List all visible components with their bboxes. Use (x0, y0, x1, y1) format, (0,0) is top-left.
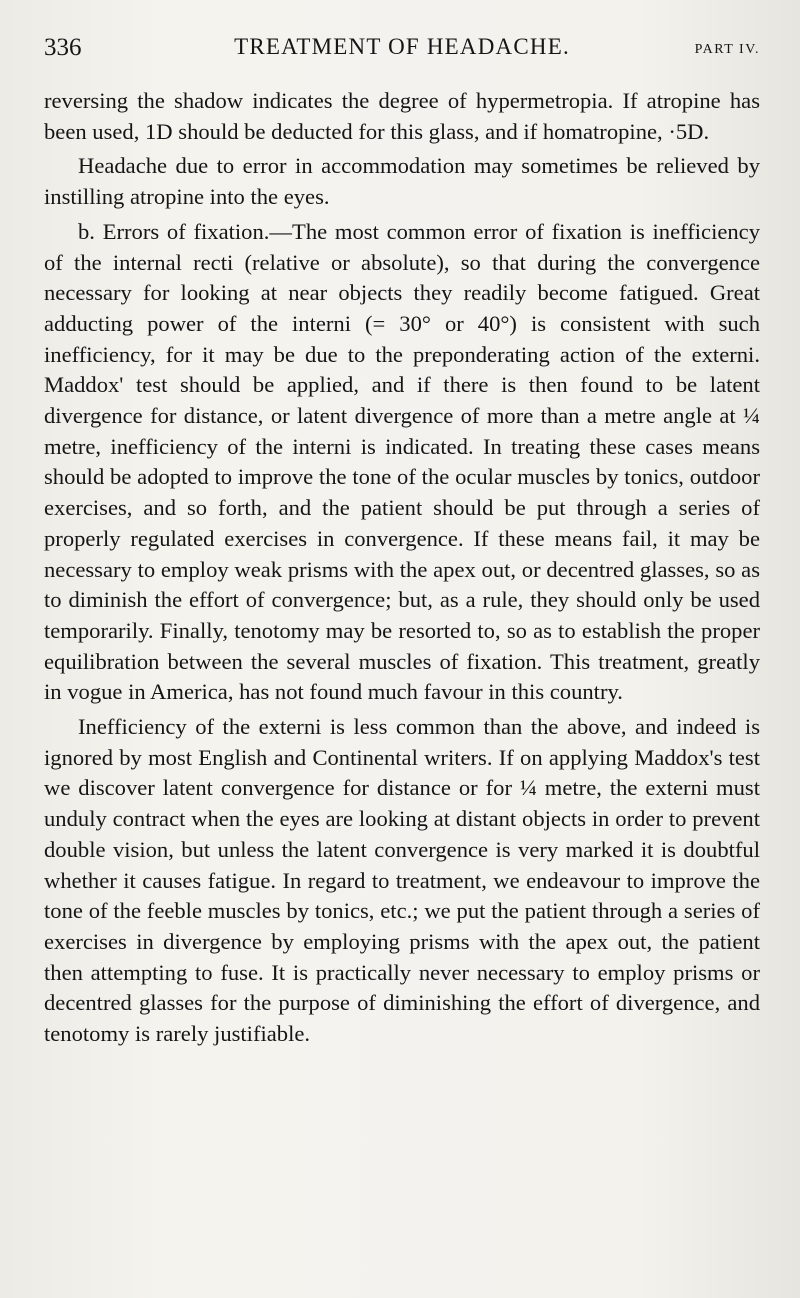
page-number: 336 (44, 34, 82, 61)
running-title: TREATMENT OF HEADACHE. (234, 34, 570, 59)
paragraph-continuation: reversing the shadow indicates the degree of hypermetropia. If atropine has been used, 1D should be deducted for this glass, and if homatropine, ·5D. (44, 88, 760, 144)
paragraph-accommodation: Headache due to error in accommodation may sometimes be relieved by instilling atropine into the eyes. (44, 153, 760, 210)
running-header (44, 30, 760, 64)
part-label: PART IV. (694, 42, 760, 57)
page-body (44, 86, 760, 1050)
paragraph-externi: Inefficiency of the externi is less common than the above, and indeed is ignored by most English and Continental writers. If on applying Maddox's test we discover latent convergence for distance or for ¼ metre, the externi must unduly contract when the eyes are looking at distant objects in order to prevent double vision, but unless the latent convergence is very marked it is doubtful whether it causes fatigue. In regard to treatment, we endeavour to improve the tone of the feeble muscles by tonics, etc.; we put the patient through a series of exercises in divergence by employing prisms with the apex out, the patient then attempting to fuse. It is practically never necessary to employ prisms or decentred glasses for the purpose of diminishing the effort of divergence, and tenotomy is rarely justifiable. (44, 714, 760, 1047)
paragraph-errors-of-fixation: b. Errors of fixation.—The most common error of fixation is inefficiency of the internal recti (relative or absolute), so that during the convergence necessary for looking at near objects they readily become fatigued. Great adducting power of the interni (= 30° or 40°) is consistent with such inefficiency, for it may be due to the preponderating action of the externi. Maddox' test should be applied, and if there is then found to be latent divergence for distance, or latent divergence of more than a metre angle at ¼ metre, inefficiency of the interni is indicated. In treating these cases means should be adopted to improve the tone of the ocular muscles by tonics, outdoor exercises, and so forth, and the patient should be put through a series of properly regulated exercises in convergence. If these means fail, it may be necessary to employ weak prisms with the apex out, or decentred glasses, so as to diminish the effort of convergence; but, as a rule, they should only be used temporarily. Finally, tenotomy may be resorted to, so as to establish the proper equilibration between the several muscles of fixation. This treatment, greatly in vogue in America, has not found much favour in this country. (44, 218, 760, 705)
